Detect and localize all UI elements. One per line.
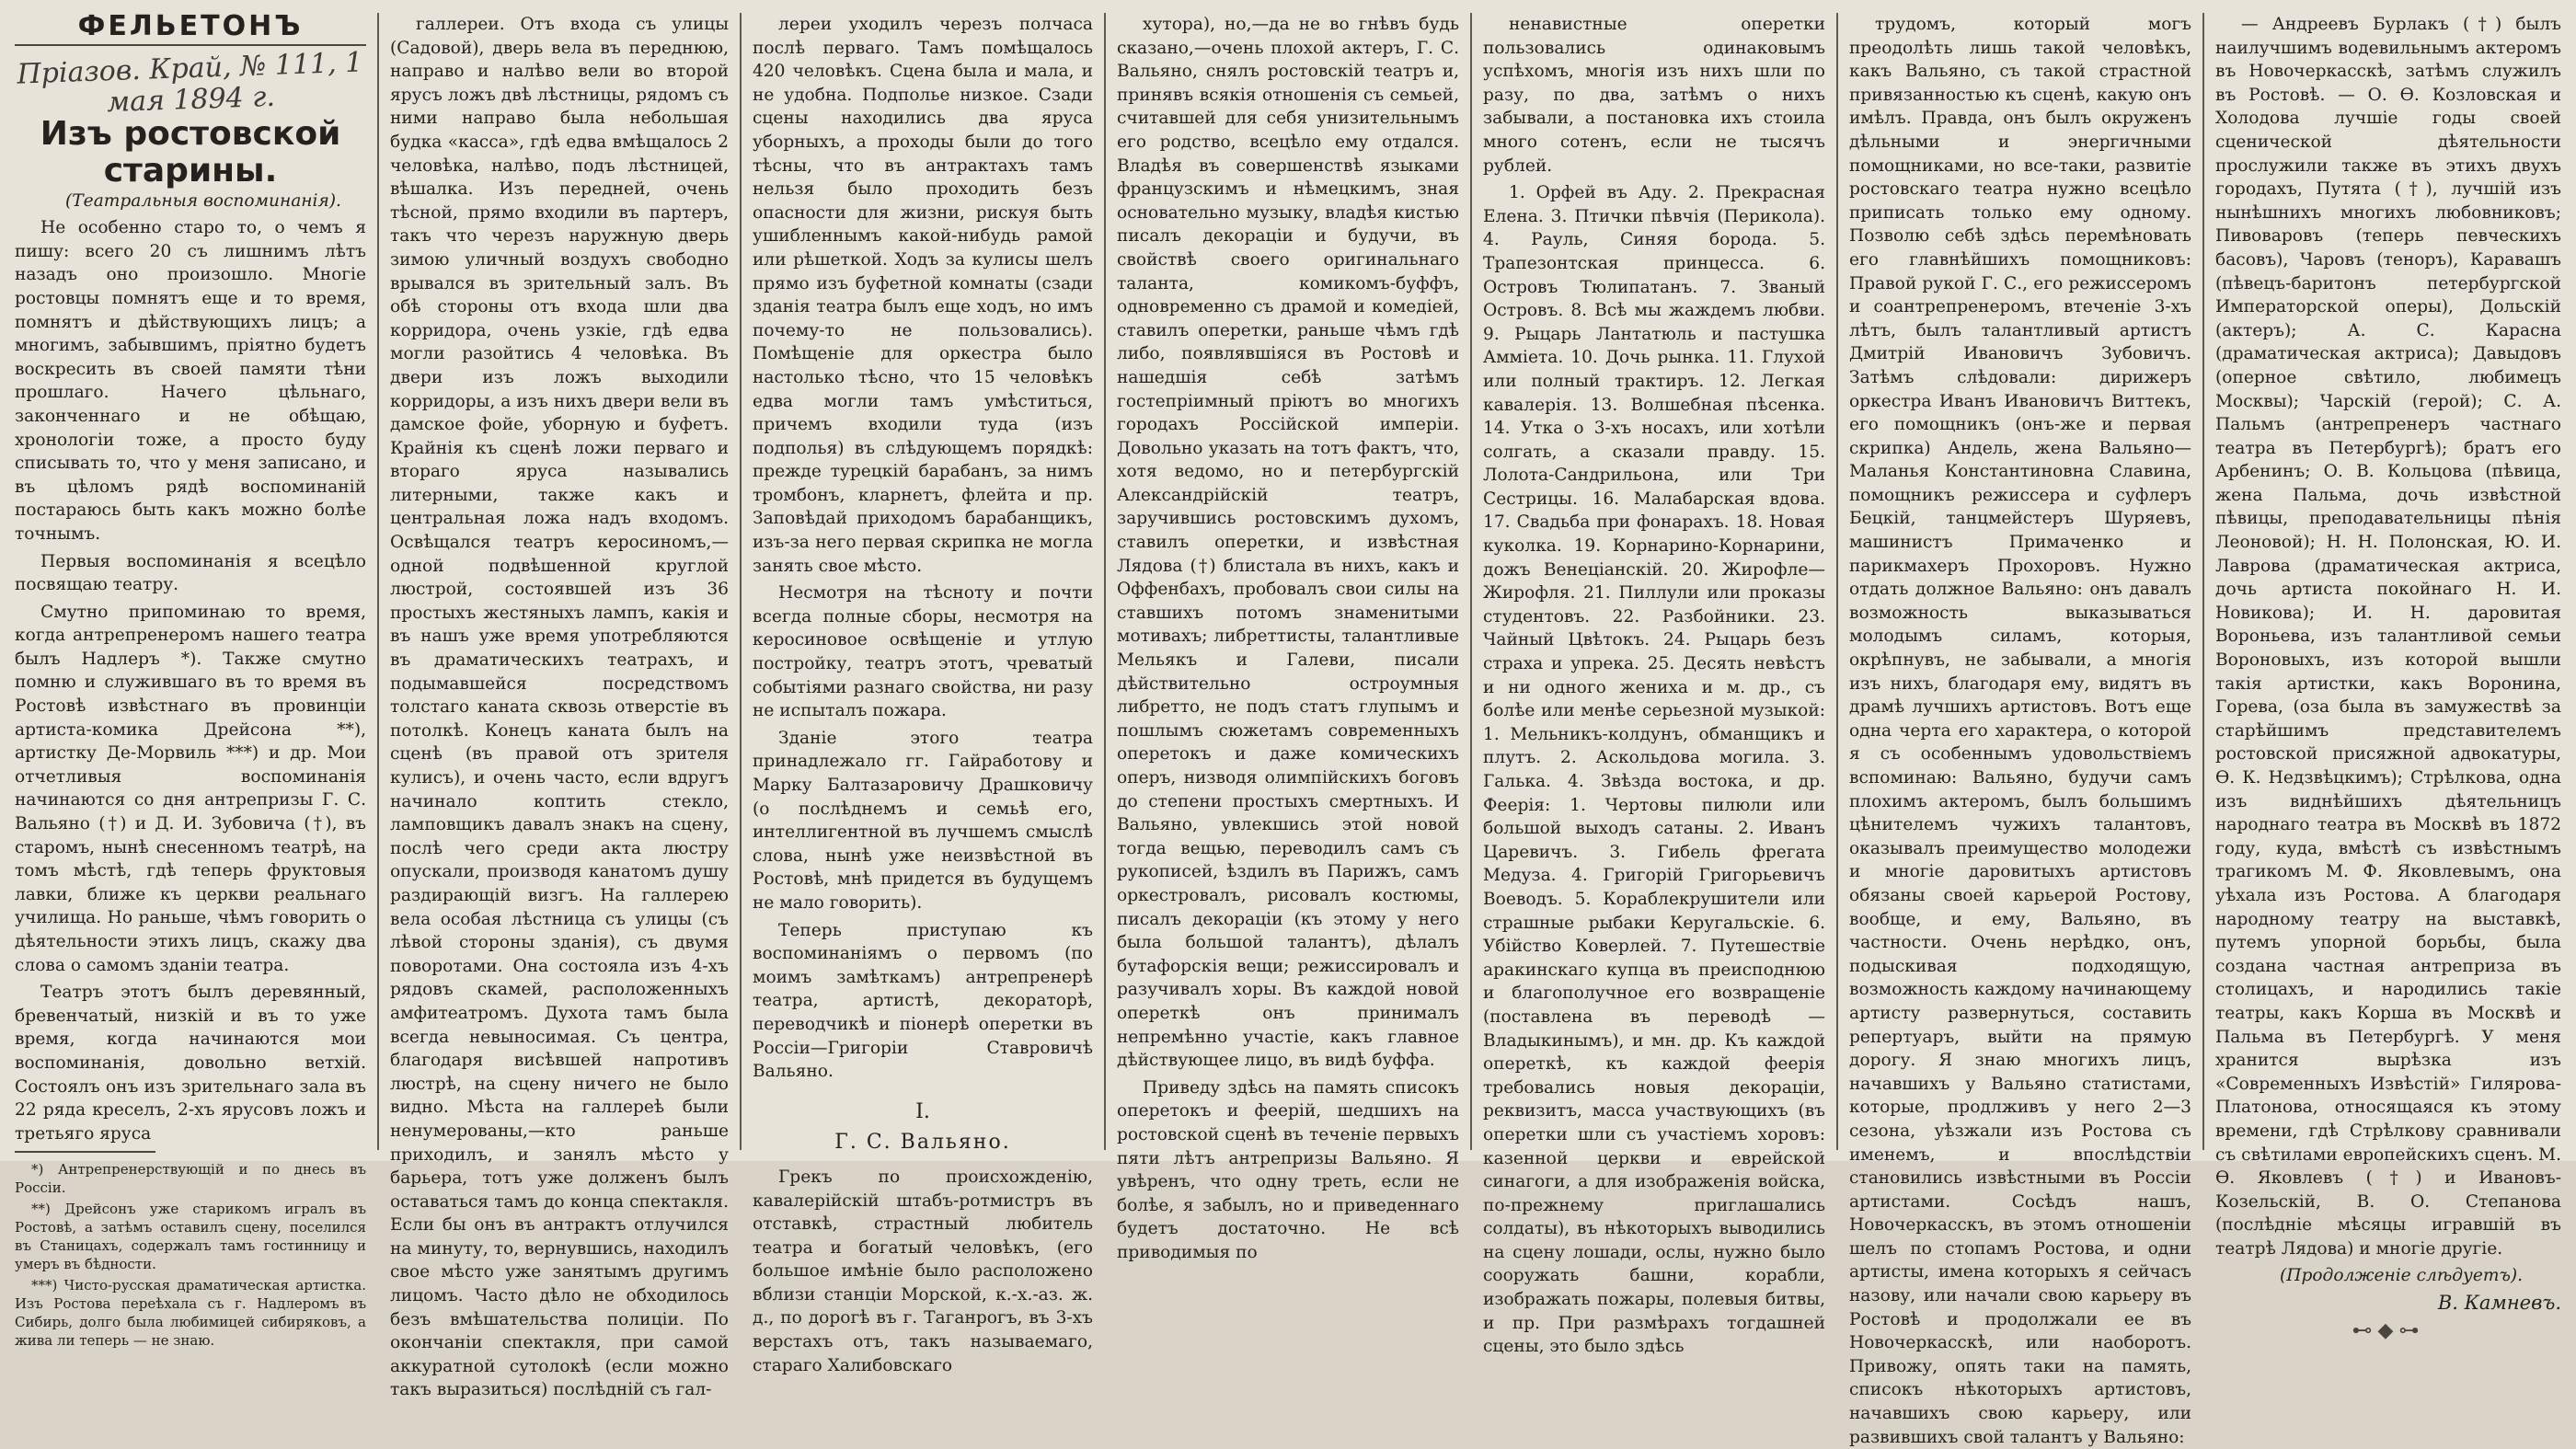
column-rule <box>740 13 742 1150</box>
footnotes <box>15 1160 366 1350</box>
section-heading: Г. С. Вальяно. <box>834 1131 1011 1155</box>
column-7 <box>2206 13 2570 1342</box>
article-subtitle: (Театральныя воспоминанія). <box>65 190 341 211</box>
paragraph: Не особенно старо то, о чемъ я пишу: всего 20 съ лишнимъ лѣтъ назадъ оно произошло. Многiе ростовцы помнятъ еще и то время, помнятъ и дѣйствующихъ лицъ; а многимъ, забывшимъ, пріятно будетъ воскресить въ своей памяти тѣни прошлаго. Начего цѣльнаго, законченнаго и не обѣщаю, хронологіи тоже, а просто буду списывать то, что у меня записано, и въ цѣломъ рядѣ воспоминаній постараюсь быть какъ можно болѣе точнымъ. <box>15 218 366 544</box>
column-6 <box>1840 13 2201 1447</box>
column-rule <box>1104 13 1106 1150</box>
paragraph: Несмотря на тѣсноту и почти всегда полные сборы, несмотря на керосиновое освѣщеніе и утлую постройку, театръ этотъ, чреватый событіями разнаго свойства, ни разу не испыталъ пожара. <box>753 583 1093 721</box>
end-ornament: ⊷◆⊶ <box>2352 1318 2425 1342</box>
paragraph: 1. Орфей въ Аду. 2. Прекрасная Елена. 3. Птички пѣвчія (Перикола). 4. Рауль, Синяя борода. 5. Трапезонтская принцесса. 6. Островъ Тюлипатанъ. 7. Званый Островъ. 8. Всѣ мы жаждемъ любви. 9. Рыцарь Лантатюль и пастушка Амміета. 10. Дочь рынка. 11. Глухой или полный трактиръ. 12. Легкая кавалерія. 13. Волшебная пѣсенка. 14. Утка о 3-хъ носахъ, или хотѣли солгать, а сказали правду. 15. Лолота-Сандрильона, или Три Сестрицы. 16. Малабарская вдова. 17. Свадьба при фонарахъ. 18. Новая куколка. 19. Корнарино-Корнарини, дожъ Венеціанскій. 20. Жирофле—Жирофля. 21. Пиллули или проказы студентовъ. 22. Разбойники. 23. Чайный Цвѣтокъ. 24. Рыцарь безъ страха и упрека. 25. Десять невѣстъ и ни одного жениха и м. др., съ болѣе или менѣе серьезной музыкой: 1. Мельникъ-колдунъ, обманщикъ и плутъ. 2. Аскольдова могила. 3. Галька. 4. Звѣзда востока, и др. Феерія: 1. Чертовы пилюли или большой выходъ сатаны. 2. Иванъ Царевичъ. 3. Гибель фрегата Медуза. 4. Григорій Григорьевичъ Воеводъ. 5. Кораблекрушители или страшные рыбаки Керугальскіе. 6. Убійство Коверлей. 7. Путешествіе аракинскаго купца въ преисподнюю и благополучное его возвращеніе (поставлена въ переводѣ — Владыкинымъ), и мн. др. Къ каждой опереткѣ, къ каждой феерія требовались новыя декораціи, реквизитъ, масса участвующихъ (въ оперетки шли съ участіемъ хоровъ: казенной церкви и еврейской синагоги, а для изображенія войска, по-прежнему приглашались солдаты), въ нѣкоторыхъ выводились на сцену лошади, ослы, нужно было сооружать башни, корабли, изображать пожары, полевыя битвы, и пр. При размѣрахъ тогдашней сцены, это было здѣсь <box>1483 183 1825 1357</box>
section-number: I. <box>915 1099 930 1123</box>
column-rule <box>2202 13 2204 1150</box>
paragraph: Зданіе этого театра принадлежало гг. Гайработову и Марку Балтазаровичу Драшковичу (о послѣднемъ и семьѣ его, интеллигентной въ лучшемъ смыслѣ слова, нынѣ уже неизвѣстной въ Ростовѣ, мнѣ придется въ будущемъ не мало говорить). <box>753 728 1093 913</box>
paragraph: галлереи. Отъ входа съ улицы (Садовой), дверь вела въ переднюю, направо и налѣво вели во второй ярусъ ложъ двѣ лѣстницы, рядомъ съ ними направо была небольшая будка «касса», гдѣ едва вмѣщалось 2 человѣка, налѣво, подъ лѣстницей, вѣшалка. Изъ передней, очень тѣсной, прямо входили въ партеръ, такъ что черезъ наружную дверь зимою уличный воздухъ свободно врывался въ зрительный залъ. Въ обѣ стороны отъ входа шли два корридора, очень узкіе, гдѣ едва могли разойтись 4 человѣка. Въ двери изъ ложъ выходили корридоры, а изъ нихъ двери вели въ дамское фойе, уборную и буфетъ. Крайнія къ сценѣ ложи перваго и втораго яруса назывались литерными, также какъ и центральная ложа надъ входомъ. Освѣщался театръ керосиномъ,—одной подвѣшенной круглой люстрой, состоявшей изъ 36 простыхъ жестяныхъ лампъ, какія и въ нашъ уже время употребляются въ драматическихъ театрахъ, и подымавшейся посредствомъ толстаго каната сквозь отверстіе въ потолкѣ. Конецъ каната былъ на сценѣ (въ правой отъ зрителя кулисъ), и очень часто, если вдругъ начинало коптить стекло, ламповщикъ давалъ знакъ на сцену, послѣ чего среди акта люстру опускали, производя канатомъ душу раздирающій визгъ. На галлерею вела особая лѣстница съ улицы (съ лѣвой стороны зданія), съ двумя поворотами. Она состояла изъ 4-хъ рядовъ скамей, расположенныхъ амфитеатромъ. Духота тамъ была всегда невыносимая. Съ центра, благодаря висѣвшей напротивъ люстрѣ, на сцену ничего не было видно. Мѣста на галлереѣ были ненумерованы,—кто раньше приходилъ, и занялъ мѣсто у барьера, тотъ уже долженъ былъ оставаться тамъ до конца спектакля. Если бы онъ въ антрактъ отлучился на минуту, то, вернувшись, находилъ свое мѣсто уже занятымъ другимъ лицомъ. Часто дѣло не обходилось безъ вмѣшательства полиціи. По окончаніи спектакля, при самой аккуратной сутолокѣ (если можно такъ выразиться) послѣдній съ гал- <box>390 15 729 1400</box>
footnote: *) Антрепренерствующій и по днесь въ Россіи. <box>15 1161 366 1197</box>
paragraph: Первыя воспоминанія я всецѣло посвящаю театру. <box>15 551 366 595</box>
paragraph: — Андреевъ Бурлакъ (†) былъ наилучшимъ водевильнымъ актеромъ въ Новочеркасскѣ, затѣмъ служилъ въ Ростовѣ. — О. Ѳ. Козловская и Холодова лучшіе годы своей сценической дѣятельности прослужили также въ этихъ двухъ городахъ, Путята (†), лучшій изъ нынѣшнихъ многихъ любовниковъ; Пивоваровъ (теперь певческихъ басовъ), Чаровъ (теноръ), Каравашъ (пѣвецъ-баритонъ петербургской Императорской оперы), Дольскій (актеръ); А. С. Карасна (драматическая актриса); Давыдовъ (оперное свѣтило, любимецъ Москвы); Чарскій (герой); С. А. Пальмъ (антрепренеръ частнаго театра въ Петербургѣ); братъ его Арбенинъ; О. В. Кольцова (пѣвица, жена Пальма, дочь извѣстной пѣвицы, преподавательницы пѣнія Леоновой); Н. Н. Полонская, Ю. И. Лаврова (драматическая актриса, дочь артиста покойнаго Н. И. Новикова); И. Н. даровитая Вороньева, изъ талантливой семьи Вороновыхъ, изъ которой вышли такія артистки, какъ Воронина, Горева, (оза была въ замужествѣ за старѣйшимъ представителемъ ростовской присяжной адвокатуры, Ѳ. К. Недзвѣцкимъ); Стрѣлкова, одна изъ виднѣйшихъ дѣятельницъ народнаго театра въ Москвѣ въ 1872 году, куда, вмѣстѣ съ извѣстнымъ трагикомъ М. Ф. Яковлевымъ, она уѣхала изъ Ростова. А благодаря народному театру на выставкѣ, путемъ упорной борьбы, была создана частная антреприза въ столицахъ, и народились такіе театры, какъ Корша въ Москвѣ и Пальма въ Петербургѣ. У меня хранится вырѣзка изъ «Современныхъ Извѣстій» Гилярова-Платонова, относящаяся къ этому времени, гдѣ Стрѣлкову сравнивали съ свѣтилами европейскихъ сценъ. М. Ѳ. Яковлевъ (†) и Ивановъ-Козельскій, В. О. Степанова (послѣдніе мѣсяцы игравшій въ театрѣ Лядова) и многіе другіе. <box>2215 15 2561 1259</box>
paragraph: Приведу здѣсь на память списокъ оперетокъ и феерій, шедшихъ на ростовской сценѣ въ теченіе первыхъ пяти лѣтъ антрепризы Вальяно. Я увѣренъ, что одну треть, если не болѣе, я забылъ, но и приведеннаго будетъ достаточно. Не всѣ приводимыя по <box>1117 1077 1459 1262</box>
column-rule <box>1836 13 1838 1150</box>
column-1 <box>6 10 375 1350</box>
footnote-divider <box>15 1151 155 1153</box>
section-title: ФЕЛЬЕТОНЪ <box>77 10 304 42</box>
paragraph: Театръ этотъ былъ деревянный, бревенчатый, низкій и въ то уже время, когда начинаются мои воспоминанія, довольно ветхій. Состоялъ онъ изъ зрительнаго зала въ 22 ряда креселъ, 2-хъ ярусовъ ложъ и третьяго яруса <box>15 983 366 1144</box>
column-rule <box>1470 13 1472 1150</box>
handwritten-note: Прiазов. Край, № 111, 1 мая 1894 г. <box>16 46 363 119</box>
author-signature: В. Камневъ. <box>2437 1292 2561 1315</box>
column-2 <box>381 13 738 1400</box>
continuation-note: (Продолженіе слѣдуетъ). <box>2279 1266 2524 1286</box>
article-title: Изъ ростовской старины. <box>40 114 341 190</box>
column-rule <box>377 13 379 1150</box>
paragraph: Теперь приступаю къ воспоминаніямъ о первомъ (по моимъ замѣткамъ) антрепренерѣ театра, артистѣ, декораторѣ, переводчикѣ и піонерѣ оперетки въ Россіи—Григоріи Ставровичѣ Вальяно. <box>753 920 1093 1082</box>
paragraph: Грекъ по происхожденію, кавалерійскій штабъ-ротмистръ въ отставкѣ, страстный любитель театра и богатый человѣкъ, (его большое имѣніе было расположено вблизи станціи Морской, к.-х.-аз. ж. д., по дорогѣ въ г. Таганрогъ, въ 3-хъ верстахъ отъ, такъ называемаго, стараго Халибовскаго <box>753 1167 1093 1375</box>
paragraph: трудомъ, который могъ преодолѣть лишь такой человѣкъ, какъ Вальяно, съ такой страстной привязанностью къ сценѣ, какую онъ имѣлъ. Правда, онъ былъ окруженъ дѣльными и энергичными помощниками, но все-таки, развитіе ростовскаго театра нужно всецѣло приписать только ему одному. Позволю себѣ здѣсь перемѣновать его главнѣйшихъ помощниковъ: Правой рукой Г. С., его режиссеромъ и соантрепренеромъ, втеченіе 3-хъ лѣтъ, былъ талантливый артистъ Дмитрій Ивановичъ Зубовичъ. Затѣмъ слѣдовали: дирижеръ оркестра Иванъ Ивановичъ Виттекъ, его помощникъ (онъ-же и первая скрипка) Андель, жена Вальяно—Маланья Константиновна Славина, помощникъ режиссера и суфлеръ Бецкій, танцмейстеръ Шуряевъ, машинистъ Примаченко и парикмахеръ Прохоровъ. Нужно отдать должное Вальяно: онъ давалъ возможность выказываться молодымъ силамъ, которыя, окрѣпнувъ, не забывали, а многія изъ нихъ, благодаря ему, видятъ въ драмѣ лучшихъ артистовъ. Вотъ еще одна черта его характера, о которой я съ особеннымъ удовольствіемъ вспоминаю: Вальяно, будучи самъ плохимъ актеромъ, былъ большимъ цѣнителемъ чужихъ талантовъ, оказывалъ преимущество молодежи и многіе даровитыхъ артистовъ обязаны своей карьерой Ростову, вообще, и ему, Вальяно, въ частности. Очень нерѣдко, онъ, подыскивая подходящую, возможность каждому начинающему артисту развернуться, составить репертуаръ, выйти на прямую дорогу. Я знаю многихъ лицъ, начавшихъ у Вальяно статистами, которые, продлживъ у него 2—3 сезона, уѣзжали изъ Ростова съ именемъ, и впослѣдствіи становились извѣстными въ Россіи артистами. Сосѣдъ нашъ, Новочеркасскъ, въ этомъ отношеніи шелъ по стопамъ Ростова, и одни артисты, имена которыхъ я сейчасъ назову, или начали свою карьеру въ Ростовѣ и продолжали ее въ Новочеркасскѣ, или наоборотъ. Привожу, опять таки на память, списокъ нѣкоторыхъ артистовъ, начавшихъ свою карьеру, или развившихъ свой талантъ у Вальяно: <box>1849 15 2191 1447</box>
paragraph: хутора), но,—да не во гнѣвъ будь сказано,—очень плохой актеръ, Г. С. Вальяно, снялъ ростовскій театръ и, принявъ всякія отношенія съ семьей, считавшей для себя унизительнымъ его родство, всецѣло ему отдался. Владѣя въ совершенствѣ языками французскимъ и нѣмецкимъ, зная основательно музыку, владѣя кистью писалъ декораціи и будучи, въ свойствѣ своего оригинальнаго таланта, комикомъ-буффъ, одновременно съ драмой и комедіей, ставилъ оперетки, раньше чѣмъ гдѣ либо, появлявшіяся въ Ростовѣ и нашедшія себѣ затѣмъ гостепріимный пріютъ во многихъ городахъ Россійской имперіи. Довольно указать на тотъ фактъ, что, хотя ведомо, но и петербургскій Александрійскій театръ, заручившись ростовскимъ духомъ, ставилъ оперетки, и извѣстная Лядова (†) блистала въ нихъ, какъ и Оффенбахъ, пробовалъ свои силы на ставшихъ потомъ знаменитыми мотивахъ; либреттисты, талантливые Мельякъ и Галеви, писали дѣйствительно остроумныя либретто, не подъ статъ глупымъ и пошлымъ сюжетамъ современныхъ оперетокъ и даже комическихъ оперъ, низводя олимпійскихъ боговъ до степени простыхъ смертныхъ. И Вальяно, увлекшись этой новой тогда вещью, переводилъ самъ съ рукописей, ѣздилъ въ Парижъ, самъ оркестровалъ, рисовалъ костюмы, писалъ декораціи (къ этому у него была большой талантъ), дѣлалъ бутафорскія вещи; режиссировалъ и разучивалъ хоры. Въ каждой новой опереткѣ онъ принималъ непремѣнно участіе, какъ главное дѣйствующее лицо, въ видѣ буффа. <box>1117 15 1459 1071</box>
footnote: **) Дрейсонъ уже старикомъ игралъ въ Ростовѣ, а затѣмъ оставилъ сцену, поселился въ Станицахъ, содержалъ тамъ гостинницу и умеръ въ бѣдности. <box>15 1201 366 1273</box>
paragraph: лереи уходилъ черезъ полчаса послѣ перваго. Тамъ помѣщалось 420 человѣкъ. Сцена была и мала, и не удобна. Подполье низкое. Сзади сцены находились два яруса уборныхъ, а проходы были до того тѣсны, что въ антрактахъ тамъ нельзя было проходить безъ опасности для жизни, рискуя быть ушибленнымъ какой-нибудь рамой или рѣшеткой. Ходъ за кулисы шелъ прямо изъ буфетной комнаты (сзади зданія театра былъ еще ходъ, но имъ почему-то не пользовались). Помѣщеніе для оркестра было настолько тѣсно, что 15 человѣкъ едва могли тамъ умѣститься, причемъ входили туда (изъ подполья) въ слѣдующемъ порядкѣ: прежде турецкій барабанъ, за нимъ тромбонъ, кларнетъ, флейта и пр. Заповѣдай приходомъ барабанщикъ, изъ-за него первая скрипка не могла занять свое мѣсто. <box>753 15 1093 576</box>
column-5 <box>1474 13 1834 1357</box>
paragraph: Смутно припоминаю то время, когда антрепренеромъ нашего театра былъ Надлеръ *). Также смутно помню и служившаго въ то время въ Ростовѣ извѣстнаго въ провинціи артиста-комика Дрейсона **), артистку Де-Морвиль ***) и др. Мои отчетливыя воспоминанія начинаются со дня антрепризы Г. С. Вальяно (†) и Д. И. Зубовича (†), въ старомъ, нынѣ снесенномъ театрѣ, на томъ мѣстѣ, гдѣ теперь фруктовыя лавки, ближе къ церкви реальнаго училища. Но раньше, чѣмъ говорить о дѣятельности этихъ лицъ, скажу два слова о самомъ зданіи театра. <box>15 602 366 975</box>
title-divider <box>15 44 366 46</box>
column-4 <box>1108 13 1468 1262</box>
paragraph: ненавистные оперетки пользовались одинаковымъ успѣхомъ, многія изъ нихъ шли по разу, по два, затѣмъ о нихъ забывали, а постановка ихъ стоила много сотенъ, если не тысячъ рублей. <box>1483 15 1825 176</box>
column-3 <box>743 13 1102 1375</box>
footnote: ***) Чисто-русская драматическая артистка. Изъ Ростова переѣхала съ г. Надлеромъ въ Сибирь, долго была любимицей сибиряковъ, а жива ли теперь — не знаю. <box>15 1277 366 1350</box>
